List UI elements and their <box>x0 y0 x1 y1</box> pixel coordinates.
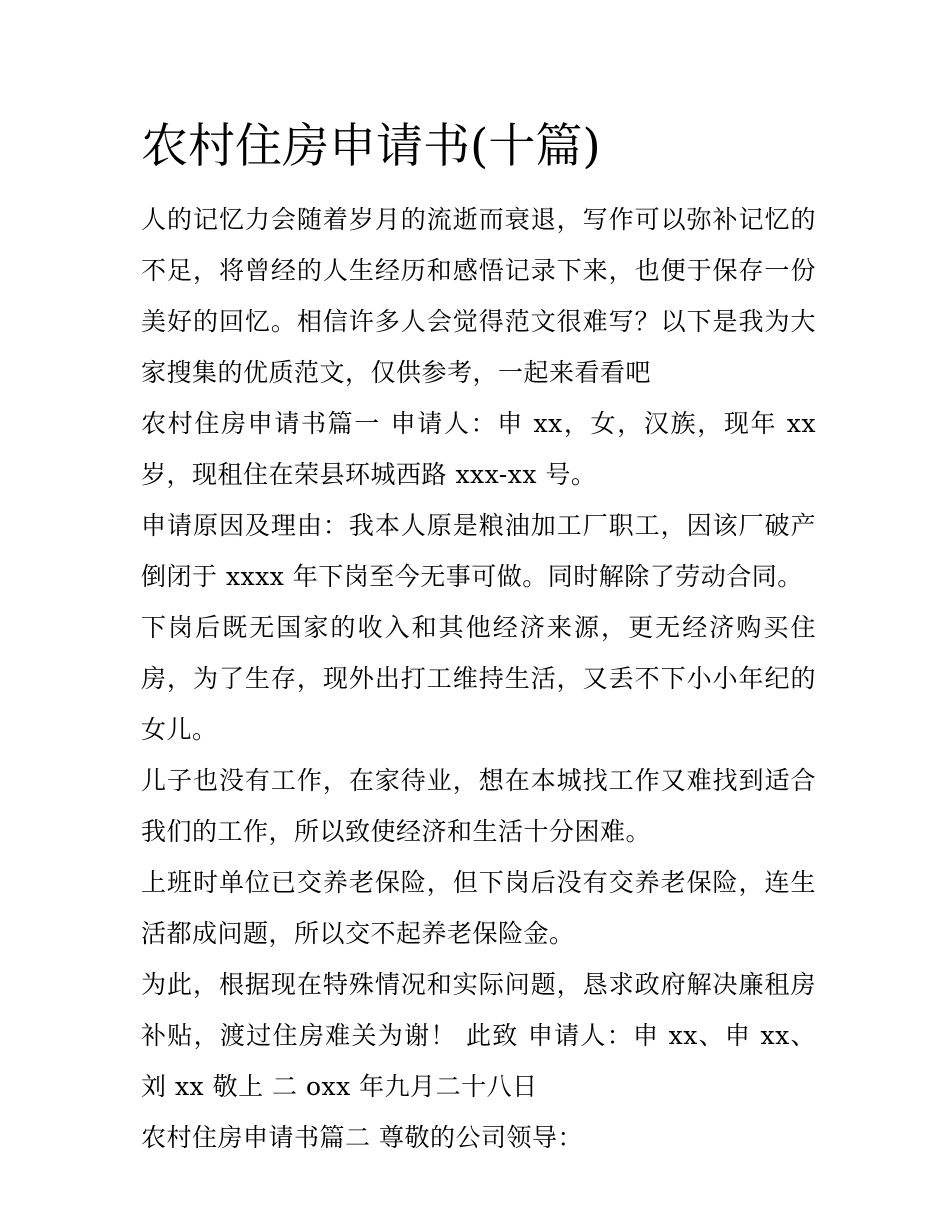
paragraph-request: 为此，根据现在特殊情况和实际问题，恳求政府解决廉租房补贴，渡过住房难关为谢！ 此致 申请人：申 xx、申 xx、刘 xx 敬上 二 oxx 年九月二十八日 <box>141 970 816 1101</box>
paragraph-insurance: 上班时单位已交养老保险，但下岗后没有交养老保险，连生活都成问题，所以交不起养老保险金。 <box>141 868 816 948</box>
paragraph-reason: 申请原因及理由：我本人原是粮油加工厂职工，因该厂破产倒闭于 xxxx 年下岗至今无事可做。同时解除了劳动合同。 <box>141 511 816 591</box>
paragraph-income: 下岗后既无国家的收入和其他经济来源，更无经济购买住房，为了生存，现外出打工维持生活，又丢不下小小年纪的女儿。 <box>141 613 816 744</box>
paragraph-second-letter: 农村住房申请书篇二 尊敬的公司领导： <box>141 1123 583 1152</box>
paragraph-applicant: 农村住房申请书篇一 申请人：申 xx，女，汉族，现年 xx 岁，现租住在荣县环城西路 xxx-xx 号。 <box>141 409 816 489</box>
document-page <box>141 112 816 1163</box>
document-title: 农村住房申请书(十篇) <box>141 119 601 174</box>
paragraph-son: 儿子也没有工作，在家待业，想在本城找工作又难找到适合我们的工作，所以致使经济和生活十分困难。 <box>141 766 816 846</box>
paragraph-intro: 人的记忆力会随着岁月的流逝而衰退，写作可以弥补记忆的不足，将曾经的人生经历和感悟记录下来，也便于保存一份美好的回忆。相信许多人会觉得范文很难写？以下是我为大家搜集的优质范文，仅供参考，一起来看看吧 <box>141 205 816 387</box>
